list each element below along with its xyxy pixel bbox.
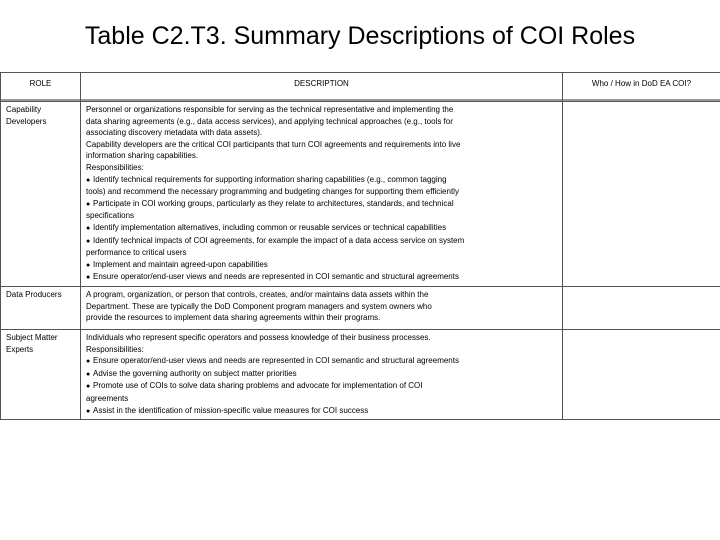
description-line: A program, organization, or person that controls, creates, and/or maintains data assets within the	[86, 290, 429, 299]
bullet-icon: ●	[86, 176, 91, 184]
bullet-text: Implement and maintain agreed-upon capabilities	[93, 259, 268, 269]
bullet-text: Assist in the identification of mission-specific value measures for COI success	[93, 405, 369, 415]
bullet-icon: ●	[86, 358, 91, 366]
who-how-cell	[563, 287, 720, 330]
description-cell	[81, 102, 563, 287]
description-line: associating discovery metadata with data assets).	[86, 128, 263, 138]
coi-roles-table	[0, 72, 720, 420]
description-line: Individuals who represent specific operators and possess knowledge of their business processes.	[86, 333, 431, 342]
header-description: DESCRIPTION	[81, 73, 563, 102]
bullet-item	[86, 235, 558, 248]
bullet-item	[86, 368, 558, 381]
description-line: Personnel or organizations responsible for serving as the technical representative and implementing the	[86, 105, 454, 114]
who-how-cell	[563, 330, 720, 420]
bullet-icon: ●	[86, 261, 91, 269]
slide-title: Table C2.T3. Summary Descriptions of COI Roles	[84, 22, 636, 50]
bullet-text: tools) and recommend the necessary programming and budgeting changes for supporting them efficiently	[86, 187, 459, 197]
bullet-text: agreements	[86, 393, 129, 403]
bullet-text: specifications	[86, 211, 135, 221]
role-cell: Subject Matter Experts	[1, 330, 81, 420]
description-line: provide the resources to implement data sharing agreements within their programs.	[86, 313, 381, 323]
bullet-continuation	[86, 393, 558, 405]
table-header-row	[1, 73, 720, 102]
bullet-text: Advise the governing authority on subject matter priorities	[93, 368, 297, 378]
table-row-data-producers	[1, 287, 720, 330]
bullet-text: Identify technical impacts of COI agreements, for example the impact of a data access service on system	[93, 235, 465, 245]
bullet-text: Ensure operator/end-user views and needs are represented in COI semantic and structural agreements	[93, 356, 459, 366]
bullet-icon: ●	[86, 237, 91, 245]
bullet-text: Promote use of COIs to solve data sharing problems and advocate for implementation of COI	[93, 381, 423, 391]
responsibilities-label: Responsibilities:	[86, 344, 144, 354]
bullet-icon: ●	[86, 274, 91, 282]
header-role: ROLE	[1, 73, 81, 102]
header-who-how: Who / How in DoD EA COI?	[563, 73, 720, 102]
bullet-item	[86, 259, 558, 272]
bullet-icon: ●	[86, 224, 91, 232]
bullet-text: performance to critical users	[86, 248, 187, 258]
bullet-item	[86, 405, 558, 418]
description-line: data sharing agreements (e.g., data access services), and applying technical approaches (e.g., tools for	[86, 116, 453, 126]
table-row-subject-matter-experts	[1, 330, 720, 420]
responsibilities-label: Responsibilities:	[86, 162, 144, 172]
description-cell	[81, 287, 563, 330]
description-cell	[81, 330, 563, 420]
bullet-item	[86, 380, 558, 393]
who-how-cell	[563, 102, 720, 287]
bullet-item	[86, 355, 558, 368]
bullet-text: Ensure operator/end-user views and needs are represented in COI semantic and structural agreements	[93, 272, 459, 282]
role-cell: Data Producers	[1, 287, 81, 330]
bullet-continuation	[86, 186, 558, 198]
bullet-text: Identify technical requirements for supporting information sharing capabilities (e.g., common tagging	[93, 174, 447, 184]
bullet-continuation	[86, 247, 558, 259]
bullet-icon: ●	[86, 383, 91, 391]
table-row-capability-developers	[1, 102, 720, 287]
bullet-icon: ●	[86, 407, 91, 415]
description-line: Capability developers are the critical COI participants that turn COI agreements and requirements into live	[86, 139, 461, 149]
bullet-item	[86, 174, 558, 187]
bullet-continuation	[86, 210, 558, 222]
bullet-text: Identify implementation alternatives, including common or reusable services or technical capabilities	[93, 222, 447, 232]
bullet-text: Participate in COI working groups, particularly as they relate to architectures, standards, and technical	[93, 198, 454, 208]
bullet-item	[86, 271, 558, 284]
bullet-item	[86, 198, 558, 211]
bullet-icon: ●	[86, 370, 91, 378]
bullet-icon: ●	[86, 200, 91, 208]
description-line: Department. These are typically the DoD Component program managers and system owners who	[86, 301, 432, 311]
bullet-item	[86, 222, 558, 235]
description-line: information sharing capabilities.	[86, 151, 199, 161]
role-cell: Capability Developers	[1, 102, 81, 287]
